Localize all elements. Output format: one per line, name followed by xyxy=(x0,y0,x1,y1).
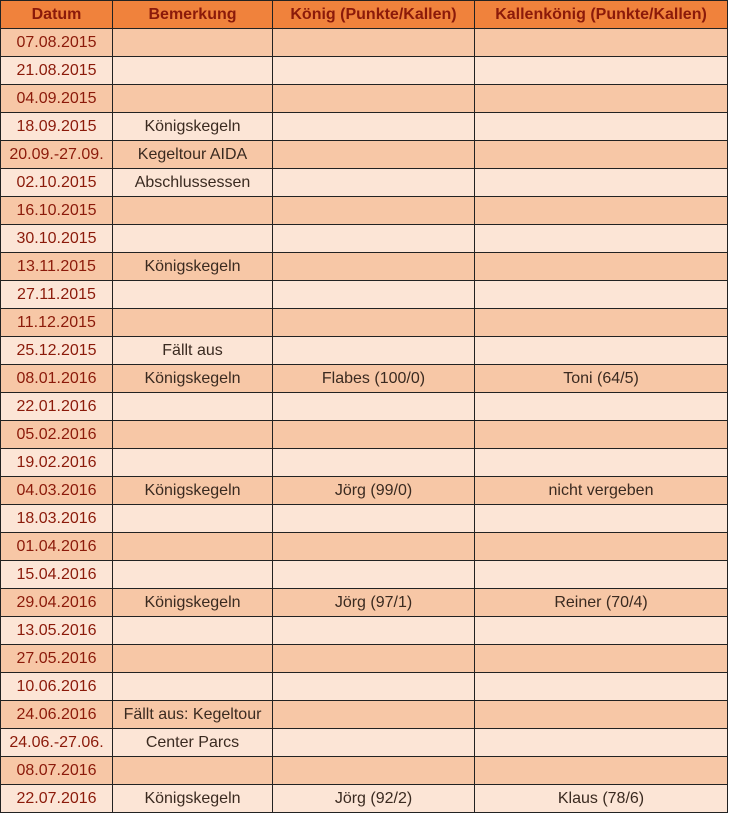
cell-kallenkoenig xyxy=(475,617,728,645)
table-row xyxy=(1,477,728,505)
table-row xyxy=(1,169,728,197)
cell-bemerkung: Fällt aus xyxy=(113,337,273,365)
cell-kallenkoenig xyxy=(475,673,728,701)
header-datum: Datum xyxy=(1,1,113,29)
cell-datum: 25.12.2015 xyxy=(1,337,113,365)
cell-koenig xyxy=(273,29,475,57)
cell-koenig xyxy=(273,113,475,141)
cell-kallenkoenig xyxy=(475,169,728,197)
table-row xyxy=(1,29,728,57)
cell-kallenkoenig xyxy=(475,85,728,113)
cell-koenig xyxy=(273,309,475,337)
cell-bemerkung xyxy=(113,197,273,225)
cell-datum: 24.06.-27.06. xyxy=(1,729,113,757)
cell-datum: 18.03.2016 xyxy=(1,505,113,533)
cell-bemerkung xyxy=(113,57,273,85)
cell-datum: 01.04.2016 xyxy=(1,533,113,561)
cell-bemerkung xyxy=(113,85,273,113)
cell-datum: 04.03.2016 xyxy=(1,477,113,505)
cell-bemerkung: Königskegeln xyxy=(113,113,273,141)
cell-bemerkung xyxy=(113,617,273,645)
cell-kallenkoenig xyxy=(475,757,728,785)
cell-koenig xyxy=(273,197,475,225)
cell-bemerkung xyxy=(113,281,273,309)
cell-datum: 18.09.2015 xyxy=(1,113,113,141)
cell-kallenkoenig: nicht vergeben xyxy=(475,477,728,505)
cell-bemerkung xyxy=(113,449,273,477)
cell-datum: 21.08.2015 xyxy=(1,57,113,85)
cell-kallenkoenig xyxy=(475,141,728,169)
cell-bemerkung: Königskegeln xyxy=(113,253,273,281)
cell-kallenkoenig xyxy=(475,197,728,225)
table-row xyxy=(1,757,728,785)
cell-bemerkung xyxy=(113,393,273,421)
cell-datum: 29.04.2016 xyxy=(1,589,113,617)
cell-koenig xyxy=(273,561,475,589)
cell-koenig xyxy=(273,729,475,757)
table-row xyxy=(1,365,728,393)
cell-kallenkoenig xyxy=(475,449,728,477)
cell-koenig: Jörg (97/1) xyxy=(273,589,475,617)
table-row xyxy=(1,673,728,701)
table-row xyxy=(1,85,728,113)
cell-datum: 22.07.2016 xyxy=(1,785,113,813)
cell-koenig xyxy=(273,141,475,169)
cell-bemerkung xyxy=(113,673,273,701)
cell-datum: 15.04.2016 xyxy=(1,561,113,589)
cell-bemerkung xyxy=(113,561,273,589)
table-row xyxy=(1,505,728,533)
table-row xyxy=(1,393,728,421)
cell-kallenkoenig: Toni (64/5) xyxy=(475,365,728,393)
cell-bemerkung xyxy=(113,645,273,673)
cell-datum: 30.10.2015 xyxy=(1,225,113,253)
table-row xyxy=(1,561,728,589)
cell-bemerkung: Königskegeln xyxy=(113,589,273,617)
cell-kallenkoenig xyxy=(475,561,728,589)
cell-datum: 05.02.2016 xyxy=(1,421,113,449)
cell-bemerkung xyxy=(113,505,273,533)
cell-datum: 16.10.2015 xyxy=(1,197,113,225)
cell-bemerkung xyxy=(113,309,273,337)
cell-koenig: Jörg (92/2) xyxy=(273,785,475,813)
cell-datum: 22.01.2016 xyxy=(1,393,113,421)
cell-datum: 24.06.2016 xyxy=(1,701,113,729)
cell-koenig xyxy=(273,57,475,85)
table-row xyxy=(1,589,728,617)
table-row xyxy=(1,253,728,281)
cell-bemerkung: Abschlussessen xyxy=(113,169,273,197)
cell-bemerkung: Center Parcs xyxy=(113,729,273,757)
table-row xyxy=(1,645,728,673)
table-row xyxy=(1,533,728,561)
cell-datum: 10.06.2016 xyxy=(1,673,113,701)
table-row xyxy=(1,449,728,477)
table-row xyxy=(1,729,728,757)
table-body xyxy=(1,29,728,813)
table-row xyxy=(1,617,728,645)
table-row xyxy=(1,309,728,337)
cell-koenig xyxy=(273,533,475,561)
cell-koenig xyxy=(273,169,475,197)
table-row xyxy=(1,225,728,253)
cell-kallenkoenig xyxy=(475,253,728,281)
cell-kallenkoenig xyxy=(475,701,728,729)
cell-datum: 04.09.2015 xyxy=(1,85,113,113)
cell-koenig xyxy=(273,337,475,365)
cell-kallenkoenig xyxy=(475,393,728,421)
cell-kallenkoenig: Reiner (70/4) xyxy=(475,589,728,617)
cell-koenig: Jörg (99/0) xyxy=(273,477,475,505)
cell-datum: 07.08.2015 xyxy=(1,29,113,57)
header-bemerkung: Bemerkung xyxy=(113,1,273,29)
cell-koenig xyxy=(273,85,475,113)
cell-datum: 13.11.2015 xyxy=(1,253,113,281)
cell-datum: 19.02.2016 xyxy=(1,449,113,477)
cell-koenig xyxy=(273,421,475,449)
cell-kallenkoenig xyxy=(475,337,728,365)
cell-bemerkung xyxy=(113,421,273,449)
cell-datum: 27.05.2016 xyxy=(1,645,113,673)
table-row xyxy=(1,337,728,365)
header-row xyxy=(1,1,728,29)
table-row xyxy=(1,197,728,225)
cell-datum: 08.07.2016 xyxy=(1,757,113,785)
table-row xyxy=(1,701,728,729)
cell-kallenkoenig xyxy=(475,645,728,673)
cell-bemerkung: Königskegeln xyxy=(113,477,273,505)
cell-bemerkung: Kegeltour AIDA xyxy=(113,141,273,169)
cell-bemerkung xyxy=(113,29,273,57)
cell-kallenkoenig xyxy=(475,729,728,757)
header-kallenkoenig: Kallenkönig (Punkte/Kallen) xyxy=(475,1,728,29)
cell-kallenkoenig xyxy=(475,281,728,309)
header-koenig: König (Punkte/Kallen) xyxy=(273,1,475,29)
table-row xyxy=(1,421,728,449)
cell-bemerkung xyxy=(113,533,273,561)
cell-koenig xyxy=(273,253,475,281)
cell-datum: 08.01.2016 xyxy=(1,365,113,393)
table-row xyxy=(1,141,728,169)
cell-datum: 13.05.2016 xyxy=(1,617,113,645)
cell-datum: 20.09.-27.09. xyxy=(1,141,113,169)
table-row xyxy=(1,113,728,141)
cell-kallenkoenig xyxy=(475,505,728,533)
table-row xyxy=(1,57,728,85)
cell-bemerkung xyxy=(113,225,273,253)
cell-koenig xyxy=(273,673,475,701)
cell-kallenkoenig xyxy=(475,29,728,57)
cell-koenig xyxy=(273,281,475,309)
table-row xyxy=(1,785,728,813)
cell-koenig xyxy=(273,225,475,253)
cell-kallenkoenig xyxy=(475,57,728,85)
cell-datum: 27.11.2015 xyxy=(1,281,113,309)
cell-koenig xyxy=(273,701,475,729)
cell-kallenkoenig: Klaus (78/6) xyxy=(475,785,728,813)
cell-bemerkung: Fällt aus: Kegeltour xyxy=(113,701,273,729)
cell-koenig xyxy=(273,505,475,533)
cell-bemerkung: Königskegeln xyxy=(113,365,273,393)
cell-kallenkoenig xyxy=(475,533,728,561)
cell-datum: 11.12.2015 xyxy=(1,309,113,337)
cell-bemerkung: Königskegeln xyxy=(113,785,273,813)
cell-datum: 02.10.2015 xyxy=(1,169,113,197)
table-row xyxy=(1,281,728,309)
cell-koenig xyxy=(273,449,475,477)
cell-kallenkoenig xyxy=(475,421,728,449)
cell-koenig xyxy=(273,393,475,421)
cell-koenig xyxy=(273,617,475,645)
cell-koenig xyxy=(273,645,475,673)
cell-kallenkoenig xyxy=(475,309,728,337)
cell-bemerkung xyxy=(113,757,273,785)
cell-koenig: Flabes (100/0) xyxy=(273,365,475,393)
cell-kallenkoenig xyxy=(475,225,728,253)
cell-kallenkoenig xyxy=(475,113,728,141)
cell-koenig xyxy=(273,757,475,785)
